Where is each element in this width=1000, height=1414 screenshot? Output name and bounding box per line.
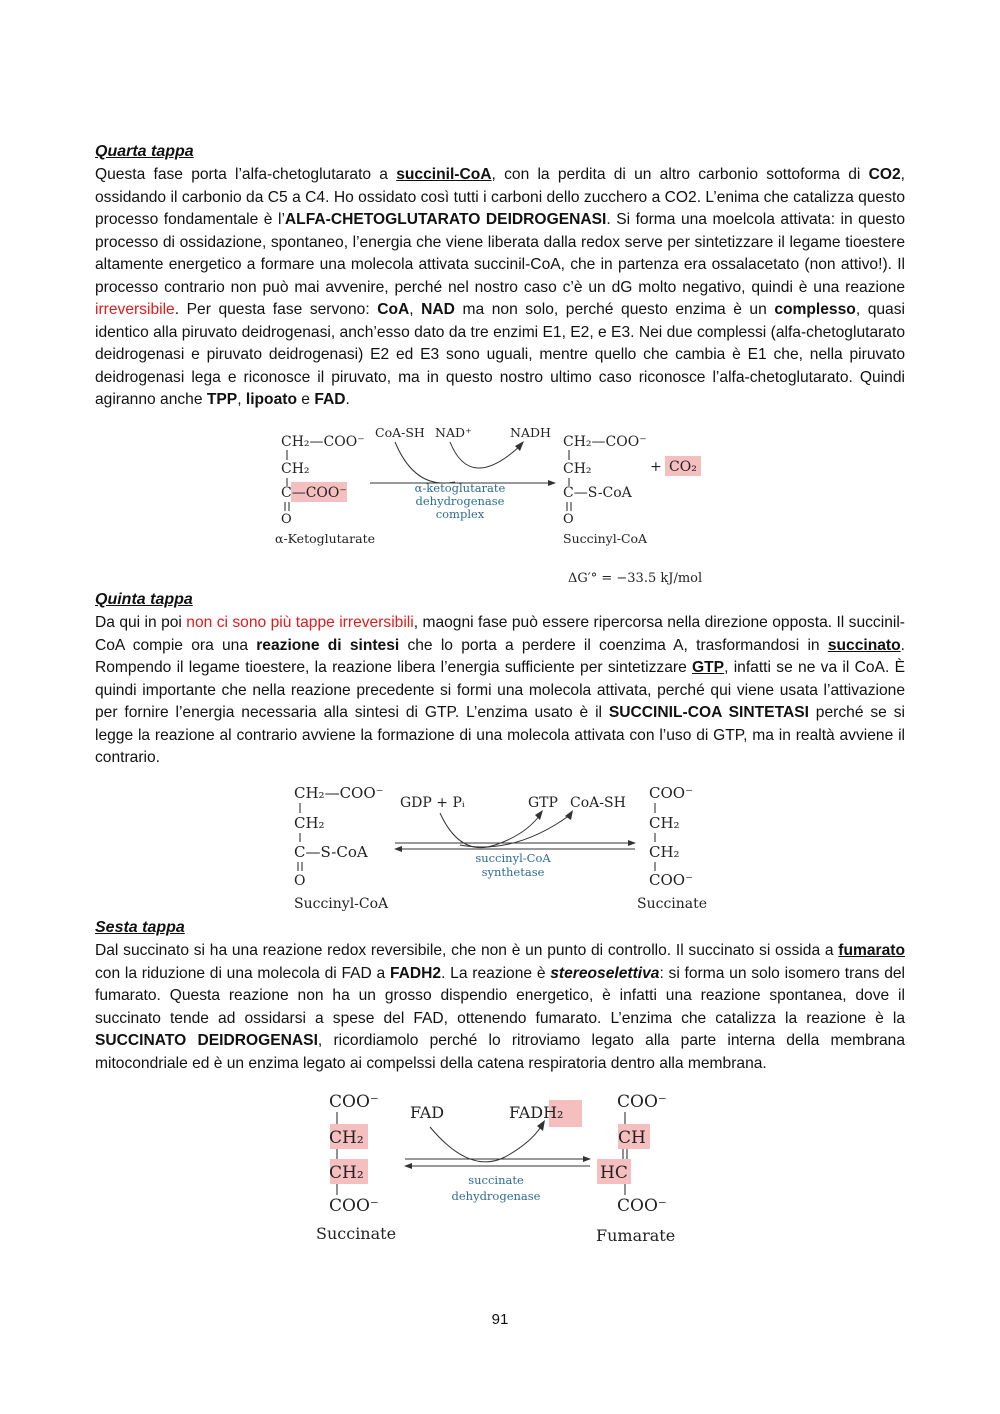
product-row-3: CH₂ [649, 843, 680, 861]
plus-sign: + [650, 459, 662, 475]
paragraph-sesta-tappa: Dal succinato si ha una reazione redox reversibile, che non è un punto di controllo. Il succinato si ossida a fumarato con la riduzione di una molecola di FAD a FADH2. La reazione è stereoselettiva: si forma un solo isomero trans del fumarato. Questa reazione non ha un grosso dispendio energetico, è infatti una reazione spontanea, dove il succinato tende ad ossidarsi a spese del FAD, ottenendo fumarato. L’enzima che catalizza la reazione è la SUCCINATO DEIDROGENASI, ricordiamolo perché lo ritroviamo legato alla parte interna della membrana mitocondriale ed è un enzima legato ai compelssi della catena respiratoria dentro alla membrana. [95, 942, 906, 1072]
section-heading-quarta-tappa: Quarta tappa [95, 143, 194, 160]
succinyl-coa-synthetase-reaction-figure [285, 775, 725, 915]
cofactor-gtp: GTP [528, 795, 558, 811]
page-number: 91 [491, 1311, 509, 1328]
section-heading-quinta-tappa: Quinta tappa [95, 591, 193, 608]
product-row-3: HC [600, 1163, 628, 1183]
enzyme-label-line-2: dehydrogenase [451, 1189, 541, 1203]
cofactor-fadh2: FADH₂ [509, 1103, 564, 1122]
cofactor-nadh: NADH [510, 425, 551, 440]
reactant-row-3: CH₂ [329, 1163, 364, 1183]
enzyme-label-line-2: dehydrogenase [415, 494, 505, 508]
reactant-name: α-Ketoglutarate [275, 531, 375, 546]
cofactor-nad: NAD⁺ [435, 425, 472, 440]
product-name: Succinyl-CoA [563, 531, 648, 546]
product-row-2: CH₂ [649, 814, 680, 832]
enzyme-label-line-1: succinyl-CoA [475, 851, 551, 865]
alpha-ketoglutarate-reaction-figure [265, 420, 725, 590]
reactant-row-4: COO⁻ [329, 1196, 379, 1216]
reactant-name: Succinyl-CoA [294, 896, 389, 912]
enzyme-label-line-2: synthetase [481, 865, 545, 879]
product-row-1: COO⁻ [617, 1092, 667, 1112]
product-row-2: CH [618, 1128, 646, 1148]
cofactor-coa-sh: CoA-SH [375, 425, 425, 440]
cofactor-coa-sh: CoA-SH [570, 795, 626, 811]
product-row-1: COO⁻ [649, 784, 693, 802]
enzyme-label-line-1: succinate [468, 1173, 524, 1187]
reactant-row-1: COO⁻ [329, 1092, 379, 1112]
succinate-dehydrogenase-reaction-figure [310, 1087, 690, 1247]
paragraph-quarta-tappa: Questa fase porta l’alfa-chetoglutarato a succinil-CoA, con la perdita di un altro carbonio sottoforma di CO2, ossidando il carbonio da C5 a C4. Ho ossidato così tutti i carboni dello zucchero a CO2. L’enima che catalizza questo processo fondamentale è l’ALFA-CHETOGLUTARATO DEIDROGENASI. Si forma una moelcola attivata: in questo processo di ossidazione, spontaneo, l’energia che viene liberata dalla redox serve per sintetizzare il legame tioestere altamente energetico a formare una molecola attivata succinil-CoA, che in partenza era ossalacetato (non attivo!). Il processo contrario non può mai avvenire, perché nel nostro caso c’è un dG molto negativo, quindi è una reazione irreversibile. Per questa fase servono: CoA, NAD ma non solo, perché questo enzima è un complesso, quasi identico alla piruvato deidrogenasi, anch’esso dato da tre enzimi E1, E2, e E3. Nei due complessi (alfa-chetoglutarato deidrogenasi e piruvato deidrogenasi) E2 ed E3 sono uguali, mentre quello che cambia è E1 che, nella piruvato deidrogenasi lega e riconosce il piruvato, ma in questo nostro ultimo caso riconosce l’alfa-chetoglutarato. Quindi agiranno anche TPP, lipoato e FAD. [95, 166, 906, 408]
reactant-row-3: C—COO⁻ [281, 485, 347, 501]
enzyme-label-line-3: complex [435, 507, 485, 521]
product-row-2: CH₂ [563, 461, 592, 477]
product-row-4: COO⁻ [617, 1196, 667, 1216]
product-row-4: COO⁻ [649, 871, 693, 889]
reactant-row-2: CH₂ [294, 814, 325, 832]
paragraph-quinta-tappa: Da qui in poi non ci sono più tappe irreversibili, maogni fase può essere ripercorsa nella direzione opposta. Il succinil-CoA compie ora una reazione di sintesi che lo porta a perdere il coenzima A, trasformandosi in succinato. Rompendo il legame tioestere, la reazione libera l’energia sufficiente per sintetizzare GTP, infatti se ne va il CoA. È quindi importante che nella reazione precedente si formi una molecola attivata, perché qui viene usata l’attivazione per fornire l’energia necessaria alla sintesi di GTP. L’enzima usato è il SUCCINIL-COA SINTETASI perché se si legge la reazione al contrario avviene la formazione di una molecola attivata con l’uso di GTP, ma in realtà avviene il contrario. [95, 614, 905, 766]
reactant-row-2: CH₂ [281, 461, 310, 477]
reactant-row-4: O [294, 873, 306, 889]
section-heading-sesta-tappa: Sesta tappa [95, 919, 185, 936]
product-name: Fumarate [596, 1226, 676, 1245]
product-row-3: C—S-CoA [563, 485, 632, 501]
delta-g-value: ΔG′° = −33.5 kJ/mol [568, 571, 703, 586]
reactant-row-3: C—S-CoA [294, 843, 368, 861]
reactant-row-4: O [281, 512, 292, 527]
product-row-4: O [563, 512, 574, 527]
reactant-row-2: CH₂ [329, 1128, 364, 1148]
reactant-name: Succinate [316, 1224, 397, 1243]
cofactor-fad: FAD [410, 1103, 445, 1122]
product-row-1: CH₂—COO⁻ [563, 434, 647, 450]
cofactor-gdp-pi: GDP + Pᵢ [400, 795, 465, 811]
reactant-row-1: CH₂—COO⁻ [294, 784, 384, 802]
co2-product: CO₂ [669, 459, 697, 475]
product-name: Succinate [637, 896, 708, 912]
enzyme-label-line-1: α-ketoglutarate [414, 481, 506, 495]
reactant-row-1: CH₂—COO⁻ [281, 434, 365, 450]
